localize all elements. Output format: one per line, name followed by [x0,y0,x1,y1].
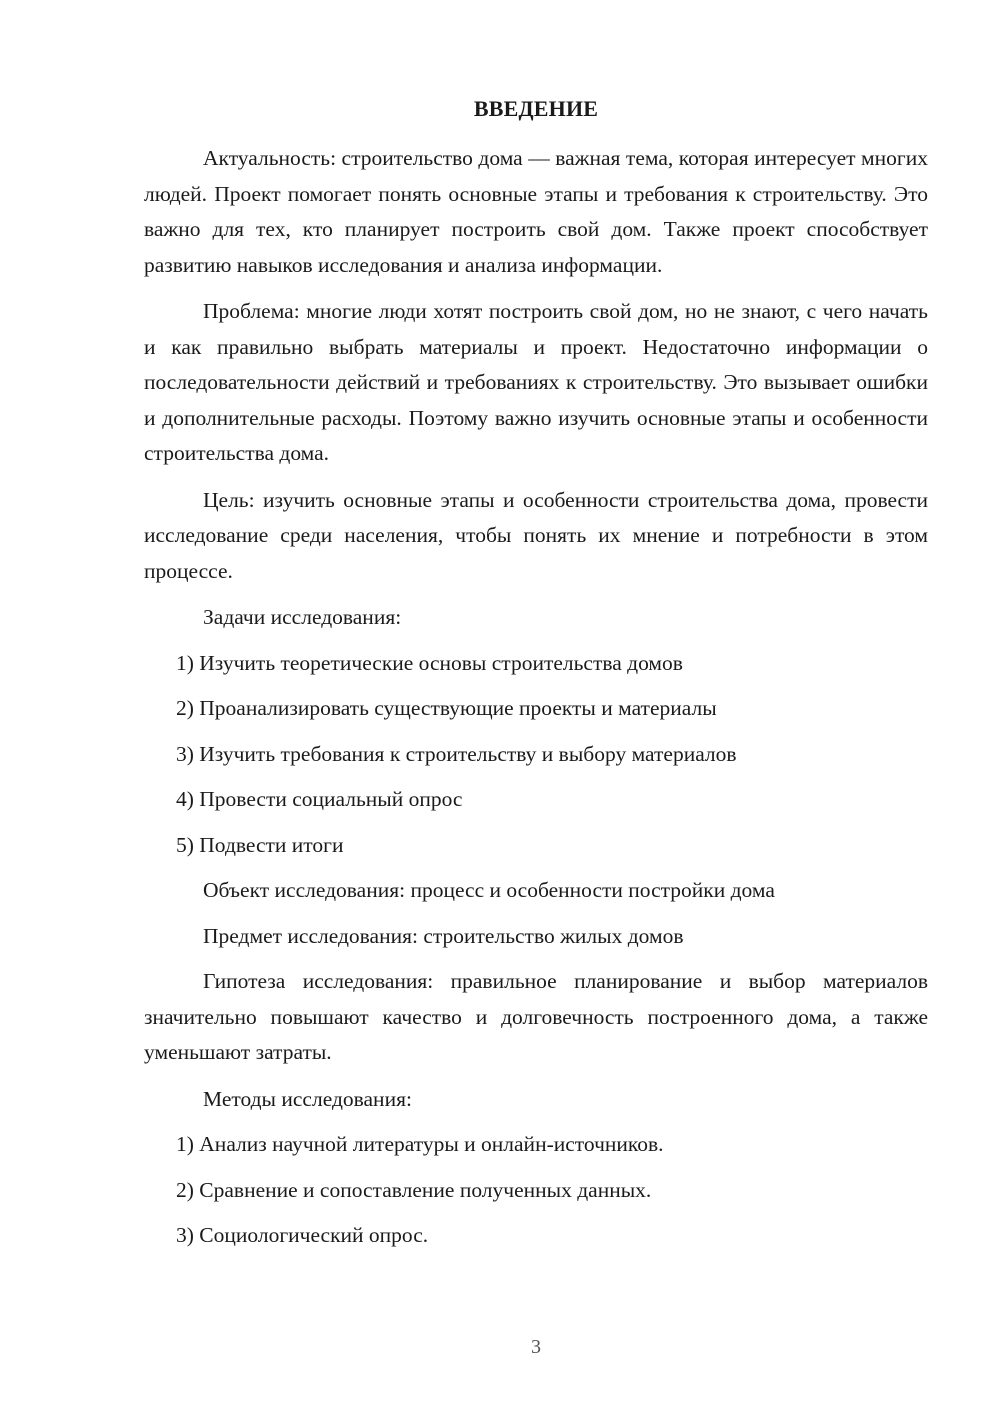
relevance-paragraph: Актуальность: строительство дома — важная тема, которая интересует многих людей. Проект помогает понять основные этапы и требования к строительству. Это важно для тех, кто планирует построить свой дом. Также проект способствует развитию навыков исследования и анализа информации. [144,146,928,277]
object-paragraph: Объект исследования: процесс и особенности постройки дома [203,878,775,902]
tasks-list [144,646,928,864]
methods-title: Методы исследования: [203,1086,412,1111]
list-item: 4) Провести социальный опрос [176,787,463,811]
subject-paragraph: Предмет исследования: строительство жилых домов [203,923,684,948]
list-item: 1) Изучить теоретические основы строительства домов [176,650,683,675]
section-heading: ВВЕДЕНИЕ [473,96,599,121]
list-item: 3) Изучить требования к строительству и выбору материалов [176,741,737,766]
list-item: 3) Социологический опрос. [176,1223,429,1247]
document-body [144,141,928,1264]
list-item: 2) Сравнение и сопоставление полученных данных. [176,1177,652,1202]
page-number: 3 [531,1336,541,1358]
problem-paragraph: Проблема: многие люди хотят построить свой дом, но не знают, с чего начать и как правильно выбрать материалы и проект. Недостаточно информации о последовательности действий и требованиях к строительству. Это вызывает ошибки и дополнительные расходы. Поэтому важно изучить основные этапы и особенности строительства дома. [144,299,928,465]
list-item: 5) Подвести итоги [176,832,344,857]
hypothesis-paragraph: Гипотеза исследования: правильное планирование и выбор материалов значительно повышают качество и долговечность построенного дома, а также уменьшают затраты. [144,969,928,1064]
tasks-title: Задачи исследования: [203,605,402,629]
goal-paragraph: Цель: изучить основные этапы и особенности строительства дома, провести исследование среди населения, чтобы понять их мнение и потребности в этом процессе. [144,487,928,583]
methods-list [144,1127,928,1254]
list-item: 2) Проанализировать существующие проекты и материалы [176,696,717,720]
list-item: 1) Анализ научной литературы и онлайн-источников. [176,1132,664,1156]
